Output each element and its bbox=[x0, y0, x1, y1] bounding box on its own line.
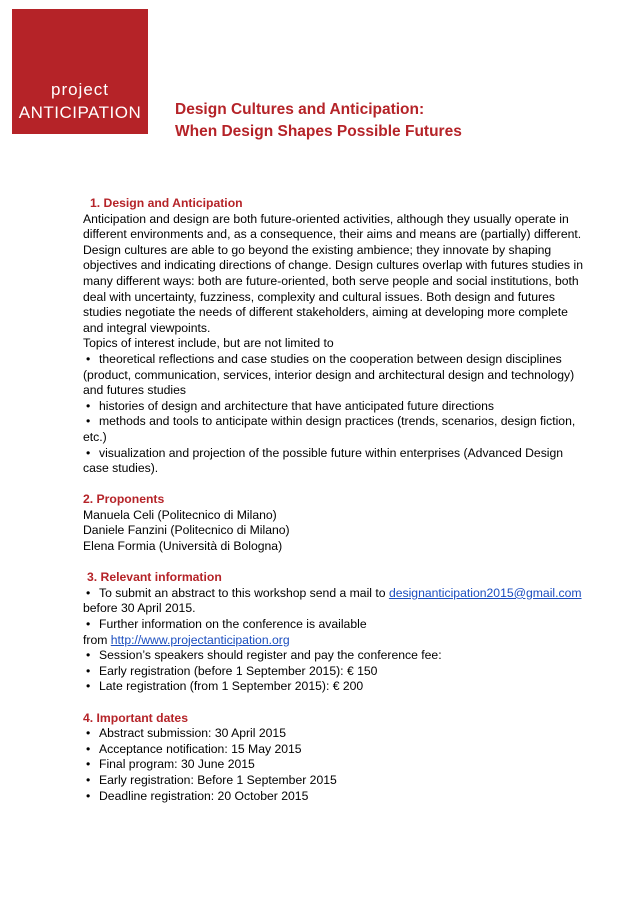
section-4-heading: 4. Important dates bbox=[83, 710, 188, 725]
list-item: • visualization and projection of the possible future within enterprises (Advanced Design case studies). bbox=[83, 445, 564, 476]
list-item: • Abstract submission: 30 April 2015 bbox=[86, 726, 286, 741]
proponent: Manuela Celi (Politecnico di Milano) bbox=[83, 507, 277, 522]
proponent: Elena Formia (Università di Bologna) bbox=[83, 539, 283, 554]
section-relevant-information bbox=[83, 570, 583, 695]
website-link[interactable]: http://www.projectanticipation.org bbox=[110, 632, 290, 647]
document-title bbox=[175, 99, 462, 143]
list-item: • methods and tools to anticipate within design practices (trends, scenarios, design fiction, etc.) bbox=[83, 414, 576, 444]
section-2-heading: 2. Proponents bbox=[83, 492, 165, 507]
list-item: • To submit an abstract to this workshop send a mail to designanticipation2015@gmail.com bbox=[86, 585, 582, 600]
list-item: • theoretical reflections and case studies on the cooperation between design disciplines (product, communication, services, interior design and architectural design and technology) and futures studies bbox=[83, 351, 575, 398]
section-design-and-anticipation bbox=[83, 196, 583, 477]
section-3-heading: 3. Relevant information bbox=[87, 570, 222, 585]
list-item: • Final program: 30 June 2015 bbox=[86, 757, 255, 772]
section-proponents bbox=[83, 492, 583, 554]
list-item: • Acceptance notification: 15 May 2015 bbox=[86, 741, 302, 756]
submission-deadline-text: before 30 April 2015. bbox=[83, 601, 196, 616]
list-item: • Further information on the conference is available bbox=[86, 617, 367, 632]
topics-intro: Topics of interest include, but are not limited to bbox=[83, 336, 334, 351]
document-body bbox=[83, 196, 583, 804]
list-item: • Early registration (before 1 September 2015): € 150 bbox=[86, 663, 378, 678]
section-important-dates bbox=[83, 711, 583, 805]
logo-line-project: project bbox=[50, 80, 110, 99]
proponent: Daniele Fanzini (Politecnico di Milano) bbox=[83, 523, 290, 538]
list-item: • histories of design and architecture that have anticipated future directions bbox=[86, 398, 494, 413]
email-link[interactable]: designanticipation2015@gmail.com bbox=[388, 585, 582, 600]
logo-line-anticipation: ANTICIPATION bbox=[18, 103, 142, 122]
section-1-paragraph: Anticipation and design are both future-oriented activities, although they usually operate in different environments and, as a consequence, their aims and means are (partially) different. Design cultures are able to go beyond the existing ambience; they innovate by shaping objectives and indicating directions of change. Design cultures overlap with futures studies in many different ways: both are future-oriented, both serve people and social institutions, both deal with uncertainty, fuzziness, complexity and cultural issues. Both design and futures studies negotiate the needs of different stakeholders, aiming at developing more complete and integral viewpoints. bbox=[83, 211, 583, 335]
list-item: • Late registration (from 1 September 2015): € 200 bbox=[86, 679, 364, 694]
list-item: • Deadline registration: 20 October 2015 bbox=[86, 788, 309, 803]
website-line: from http://www.projectanticipation.org bbox=[83, 632, 290, 647]
title-line-1: Design Cultures and Anticipation: bbox=[175, 101, 425, 118]
section-1-heading: 1. Design and Anticipation bbox=[90, 196, 243, 210]
project-anticipation-logo bbox=[12, 9, 148, 134]
list-item: • Early registration: Before 1 September 2015 bbox=[86, 772, 337, 787]
title-line-2: When Design Shapes Possible Futures bbox=[175, 123, 462, 140]
list-item: • Session’s speakers should register and pay the conference fee: bbox=[86, 648, 442, 663]
